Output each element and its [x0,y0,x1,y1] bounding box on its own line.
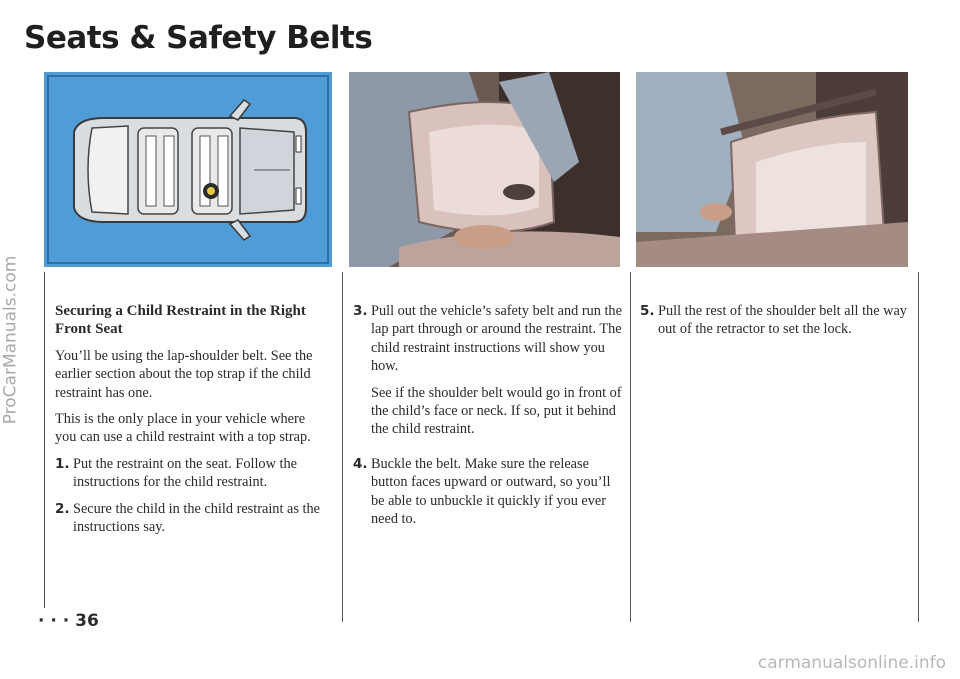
page-number: · · · 36 [38,611,99,631]
page-title: Seats & Safety Belts [24,20,373,56]
step-text: Secure the child in the child restraint as the instructions say. [73,500,320,536]
step-item [353,302,625,447]
step-text: Pull the rest of the shoulder belt all the way out of the retractor to set the lock. [658,303,907,338]
step-number: 3. [353,303,368,319]
step-number: 4. [353,455,368,472]
installing-child-seat-photo-icon [349,72,620,267]
step-text: Put the restraint on the seat. Follow the instructions for the child restraint. [73,455,297,491]
side-watermark-text: ProCarManuals.com [0,255,20,424]
column-divider [918,272,919,622]
step-body [371,302,625,447]
step-number: 5. [640,303,655,319]
step-note: See if the shoulder belt would go in front of the child’s face or neck. If so, put it behind the child restraint. [371,384,622,438]
car-top-view-diagram-icon [44,72,332,267]
column-divider [630,272,631,622]
installing-child-seat-figure [349,72,620,267]
column-3 [640,302,910,347]
column-divider [44,272,45,608]
shoulder-belt-photo-icon [636,72,908,267]
step-item [55,500,330,537]
side-watermark [0,0,22,679]
step-text: Pull out the vehicle’s safety belt and run the lap part through or around the restraint. The child restraint instructions will show you how. [371,303,622,375]
column-1 [55,302,330,544]
step-item [640,302,910,339]
bottom-watermark: carmanualsonline.info [757,653,946,673]
paragraph: This is the only place in your vehicle where you can use a child restraint with a top strap. [55,411,311,446]
step-item [353,455,625,529]
paragraph: You’ll be using the lap-shoulder belt. See the earlier section about the top strap if the child restraint has one. [55,347,313,401]
step-item [55,455,330,492]
step-number: 1. [55,455,70,472]
step-number: 2. [55,500,70,517]
column-2 [353,302,625,536]
section-heading: Securing a Child Restraint in the Right Front Seat [55,303,306,338]
car-top-view-figure [44,72,332,267]
step-text: Buckle the belt. Make sure the release button faces upward or outward, so you’ll be able to unbuckle it quickly if you ever need to. [371,455,611,528]
shoulder-belt-figure [636,72,908,267]
column-divider [342,272,343,622]
